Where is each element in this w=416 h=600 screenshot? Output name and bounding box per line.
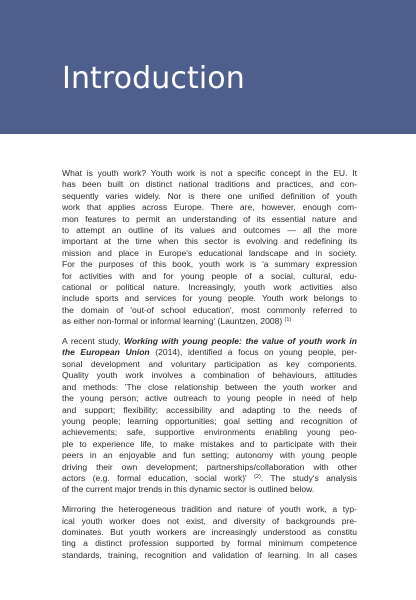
text-line: ical youth worker does not exist, and diversity of backgrounds pre- [62, 515, 357, 526]
footnote-ref-1: (1) [284, 317, 292, 324]
text-line: for activities with and for young people of a social, cultural, edu- [62, 270, 357, 281]
text-fragment: A recent study, [62, 336, 124, 347]
text-line: For the purposes of this book, youth work is 'a summary expression [62, 259, 357, 270]
text-line: and support; flexibility; accessibility and adapting to the needs of [62, 404, 357, 415]
text-line: peers in an enjoyable and fun setting; autonomy with young people [62, 450, 357, 461]
text-line: young people; learning opportunities; goal setting and recognition of [62, 415, 357, 426]
text-line: cational or political nature. Increasingly, youth work activities also [62, 282, 357, 293]
text-line [62, 347, 357, 358]
text-line [62, 336, 357, 347]
text-line: ple to experience life, to make mistakes and to participate with their [62, 438, 357, 449]
paragraph-2 [62, 336, 357, 496]
text-line: dominates. But youth workers are increasingly understood as constitu [62, 526, 357, 537]
text-line: has been built on distinct national traditions and practices, and con- [62, 179, 357, 190]
text-line: of the current major trends in this dynamic sector is outlined below. [62, 484, 315, 495]
text-fragment: as either non-formal or informal learning' (Launtzen, 2008) [62, 316, 283, 327]
text-line: work that applies across Europe. There are, however, enough com- [62, 202, 357, 213]
text-fragment: actors (e.g. formal education, social work)' [62, 472, 247, 483]
text-line: important at the time when this sector is evolving and redefining its [62, 236, 357, 247]
text-fragment: (2014), identified a focus on young people, per- [149, 347, 357, 358]
text-line [62, 473, 357, 484]
text-line: the young person; active outreach to young people in need of help [62, 393, 357, 404]
text-line: standards, training, recognition and validation of learning. In all cases [62, 549, 357, 560]
paragraph-3 [62, 504, 357, 561]
text-fragment: . The study's analysis [260, 472, 358, 483]
text-line: achievements; safe, supportive environments enabling young peo- [62, 427, 357, 438]
text-line: mission and place in Europe's educational landscape and in society. [62, 247, 357, 258]
text-line: Quality youth work involves a combination of behaviours, attitudes [62, 370, 357, 381]
text-line: and methods: 'The close relationship between the youth worker and [62, 381, 357, 392]
text-line: include sports and services for young people. Youth work belongs to [62, 293, 357, 304]
text-line: driving their own development; partnerships/collaboration with other [62, 461, 357, 472]
page-title: Introduction [62, 61, 245, 96]
text-line [62, 316, 357, 327]
header-banner [0, 0, 416, 134]
text-line: What is youth work? Youth work is not a specific concept in the EU. It [62, 168, 357, 178]
text-line: the domain of 'out-of school education', most commonly referred to [62, 304, 357, 315]
text-line: Mirroring the heterogeneous tradition and nature of youth work, a typ- [62, 504, 357, 515]
text-line: ting a distinct profession supported by formal minimum competence [62, 538, 357, 549]
text-line: mon features to permit an understanding of its essential nature and [62, 213, 357, 224]
text-line: sonal development and voluntary participation as key components. [62, 358, 357, 369]
text-line: sequently varies widely. Nor is there one unified definition of youth [62, 190, 357, 201]
study-title-cont: the European Union [62, 347, 150, 358]
paragraph-1 [62, 168, 357, 328]
body-text [62, 168, 357, 570]
footnote-ref-2: (2) [254, 473, 261, 480]
study-title: Working with young people: the value of youth work in [123, 336, 357, 347]
text-line: to attempt an outline of its values and outcomes — all the more [62, 225, 357, 236]
